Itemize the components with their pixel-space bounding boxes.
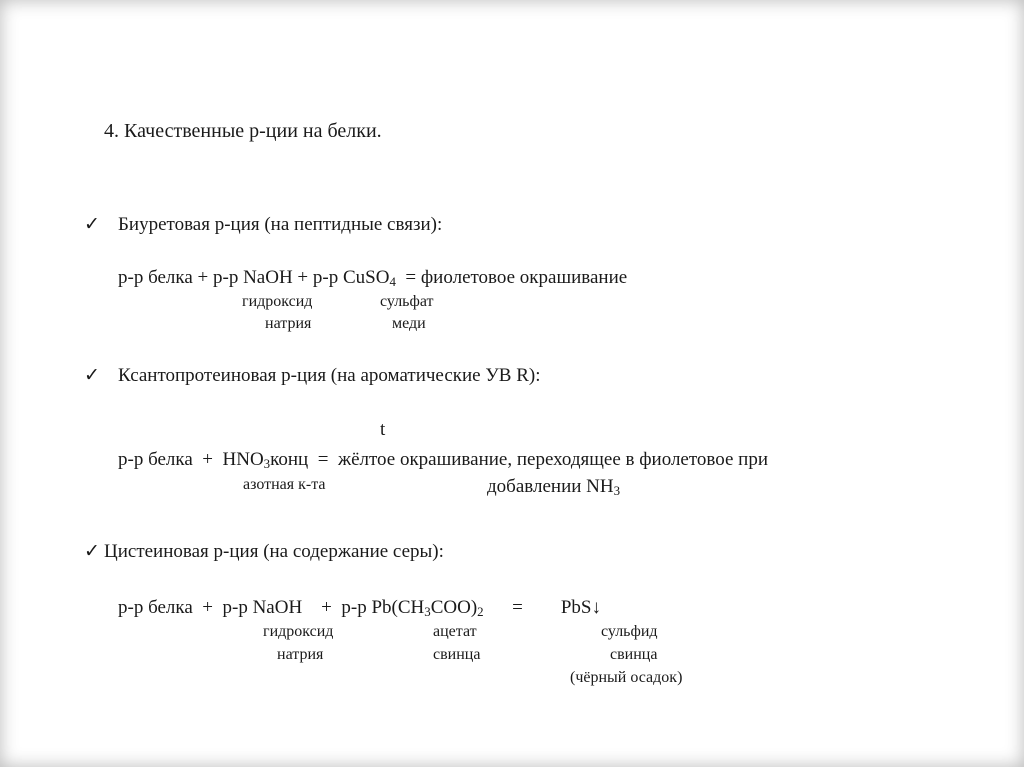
label-sodium: натрия [277,646,324,663]
check-icon: ✓ [84,214,100,235]
label-hydroxide: гидроксид [263,623,334,640]
label-lead: свинца [610,646,658,663]
label-acetate: ацетат [433,623,477,640]
equation-biuret: р-р белка + р-р NaOH + р-р CuSO$_4$ = фиолетовое окрашивание [118,267,628,290]
label-sulfate: сульфат [380,293,434,310]
check-icon: ✓ [84,541,100,562]
label-nitric-acid: азотная к-та [243,476,326,493]
label-black-precipitate: (чёрный осадок) [570,669,683,686]
label-sulfide: сульфид [601,623,658,640]
temperature-sign: t [380,419,386,440]
equation-cysteine: р-р белка + р-р NaOH + р-р $Pb(CH_3COO)_2$ = PbS↓ [118,597,601,620]
section-title-cysteine: Цистеиновая р-ция (на содержание серы): [104,541,444,562]
label-copper: меди [392,315,426,332]
section-title-xanthoprotein: Ксантопротеиновая р-ция (на ароматические УВ R): [118,365,541,386]
label-hydroxide: гидроксид [242,293,313,310]
slide-heading: 4. Качественные р-ции на белки. [104,120,382,142]
equation-xanthoprotein: р-р белка + $HNO_3конц$ = жёлтое окрашивание, переходящее в фиолетовое при [118,449,769,472]
equation-continuation: добавлении $NH_3$ [487,476,621,499]
label-sodium: натрия [265,315,312,332]
check-icon: ✓ [84,365,100,386]
label-lead: свинца [433,646,481,663]
section-title-biuret: Биуретовая р-ция (на пептидные связи): [118,214,443,235]
